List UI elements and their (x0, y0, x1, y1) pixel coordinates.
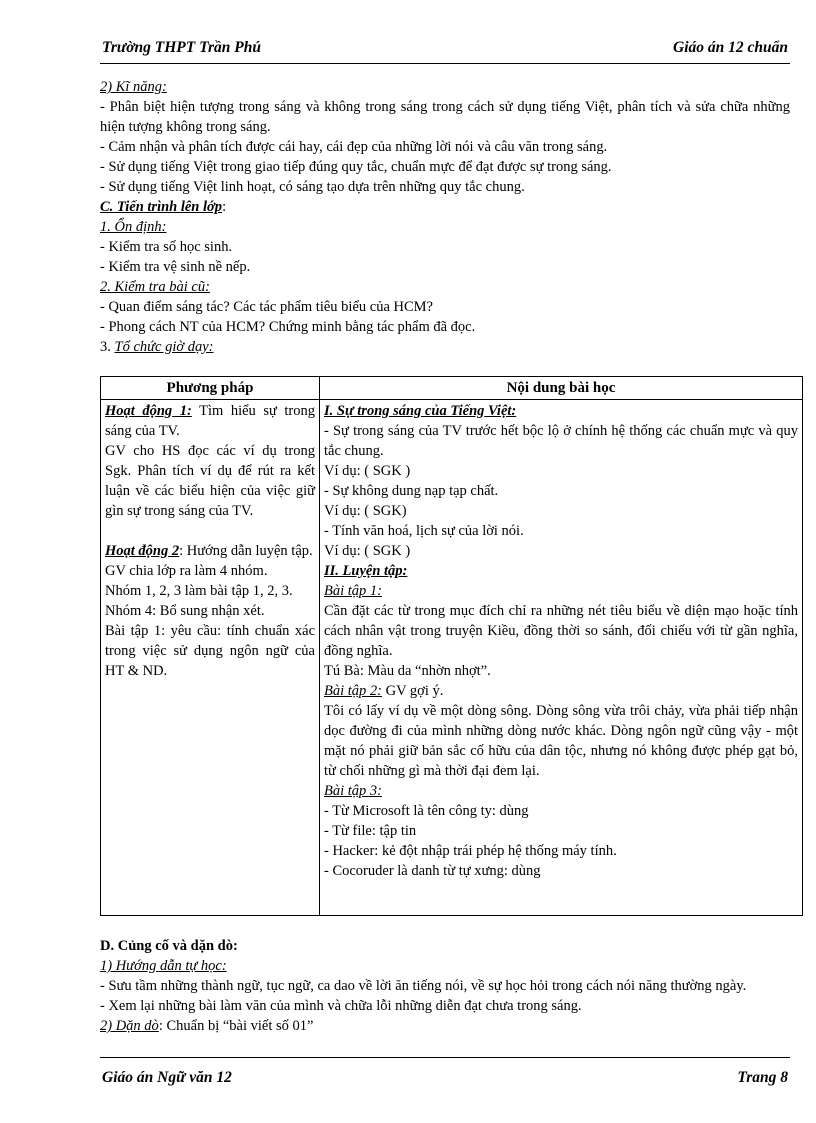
content-line: - Sự trong sáng của TV trước hết bộc lộ ở chính hệ thống các chuẩn mực và quy tắc chung. (324, 423, 798, 459)
lesson-plan-label: Giáo án 12 chuẩn (673, 39, 788, 56)
exercise-3-line: - Hacker: kẻ đột nhập trái phép hệ thống máy tính. (324, 843, 617, 859)
exercise-3-line: - Từ Microsoft là tên công ty: dùng (324, 803, 529, 819)
content-line: Ví dụ: ( SGK ) (324, 463, 411, 479)
page-footer (100, 1057, 790, 1093)
method-cell: Hoạt động 1: Tìm hiểu sự trong sáng của TV. GV cho HS đọc các ví dụ trong Sgk. Phân tích ví dụ để rút ra kết luận về các biểu hiện của việc giữ gìn sự trong sáng của TV. Hoạt động 2: Hướng dẫn luyện tập. GV chia lớp ra làm 4 nhóm. Nhóm 1, 2, 3 làm bài tập 1, 2, 3. Nhóm 4: Bổ sung nhận xét. Bài tập 1: yêu cầu: tính chuẩn xác trong việc sử dụng ngôn ngữ của HT & ND. (101, 400, 320, 916)
exercise-3-label: Bài tập 3: (324, 783, 382, 799)
skills-line: - Phân biệt hiện tượng trong sáng và không trong sáng trong cách sử dụng tiếng Việt, phân tích và sửa chữa những hiện tượng không trong sáng. (100, 99, 790, 135)
page-header (100, 36, 790, 64)
exercise-3-line: - Cocoruder là danh từ tự xưng: dùng (324, 863, 541, 879)
exercise-1-line: Cần đặt các từ trong mục đích chỉ ra những nét tiêu biểu về diện mạo hoặc tính cách nhân vật trong truyện Kiều, đồng thời so sánh, đối chiếu với từ gần nghĩa, đồng nghĩa. (324, 603, 798, 659)
process-heading: C. Tiến trình lên lớp (100, 199, 223, 215)
self-study-heading: 1) Hướng dẫn tự học: (100, 958, 227, 974)
skills-line: - Sử dụng tiếng Việt linh hoạt, có sáng tạo dựa trên những quy tắc chung. (100, 179, 525, 195)
method-line: Nhóm 4: Bổ sung nhận xét. (105, 603, 265, 619)
method-line: Nhóm 1, 2, 3 làm bài tập 1, 2, 3. (105, 583, 293, 599)
section-2-heading: II. Luyện tập: (324, 563, 408, 579)
review-line: - Quan điểm sáng tác? Các tác phẩm tiêu biểu của HCM? (100, 299, 433, 315)
exercise-1-line: Tú Bà: Màu da “nhờn nhợt”. (324, 663, 491, 679)
consolidation-heading: D. Củng cố và dặn dò: (100, 938, 238, 954)
method-line: GV chia lớp ra làm 4 nhóm. (105, 563, 268, 579)
content-column-header: Nội dung bài học (320, 377, 803, 400)
subject-label: Giáo án Ngữ văn 12 (102, 1069, 232, 1086)
activity-1-desc: GV cho HS đọc các ví dụ trong Sgk. Phân tích ví dụ để rút ra kết luận về các biểu hiện của việc giữ gìn sự trong sáng của TV. (105, 443, 315, 519)
review-line: - Phong cách NT của HCM? Chứng minh bằng tác phẩm đã đọc. (100, 319, 476, 335)
consolidation-section: D. Củng cố và dặn dò: 1) Hướng dẫn tự học: - Sưu tầm những thành ngữ, tục ngữ, ca dao về lời ăn tiếng nói, về sự học hỏi trong cách nói năng thường ngày. - Xem lại những bài làm văn của mình và chữa lỗi những diễn đạt chưa trong sáng. 2) Dặn dò: Chuẩn bị “bài viết số 01” (100, 936, 790, 1036)
skills-heading: 2) Kĩ năng: (100, 79, 167, 95)
school-name: Trường THPT Trần Phú (102, 39, 261, 56)
consolidation-line: - Sưu tầm những thành ngữ, tục ngữ, ca dao về lời ăn tiếng nói, về sự học hỏi trong cách nói năng thường ngày. (100, 978, 747, 994)
activity-1-label: Hoạt động 1: (105, 403, 192, 419)
stabilize-heading: 1. Ổn định: (100, 219, 167, 235)
stabilize-line: - Kiểm tra số học sinh. (100, 239, 233, 255)
consolidation-line: - Xem lại những bài làm văn của mình và chữa lỗi những diễn đạt chưa trong sáng. (100, 998, 582, 1014)
organize-heading-line: 3. Tổ chức giờ dạy: (100, 339, 214, 355)
exercise-1-label: Bài tập 1: (324, 583, 382, 599)
activity-2-label: Hoạt động 2 (105, 543, 180, 559)
skills-line: - Cảm nhận và phân tích được cái hay, cái đẹp của những lời nói và câu văn trong sáng. (100, 139, 608, 155)
lesson-table (100, 376, 803, 916)
content-line: - Sự không dung nạp tạp chất. (324, 483, 499, 499)
content-line: Ví dụ: ( SGK ) (324, 543, 411, 559)
review-heading: 2. Kiểm tra bài cũ: (100, 279, 210, 295)
content-line: Ví dụ: ( SGK) (324, 503, 407, 519)
content-line: - Tính văn hoá, lịch sự của lời nói. (324, 523, 524, 539)
exercise-2-text: Tôi có lấy ví dụ về một dòng sông. Dòng sông vừa trôi chảy, vừa phải tiếp nhận dọc đường đi của mình những dòng nước khác. Dòng ngôn ngữ cũng vậy - một mặt nó phải giữ bản sắc cố hữu của dân tộc, nhưng nó không được phép gạt bỏ, từ chối những gì mà thời đại đem lại. (324, 703, 798, 779)
skills-line: - Sử dụng tiếng Việt trong giao tiếp đúng quy tắc, chuẩn mực để đạt được sự trong sáng. (100, 159, 612, 175)
organize-heading: Tổ chức giờ dạy: (114, 339, 214, 355)
method-column-header: Phương pháp (101, 377, 320, 400)
page-number: Trang 8 (737, 1069, 788, 1086)
section-1-heading: I. Sự trong sáng của Tiếng Việt: (324, 403, 517, 419)
content-cell: I. Sự trong sáng của Tiếng Việt: - Sự trong sáng của TV trước hết bộc lộ ở chính hệ thống các chuẩn mực và quy tắc chung. Ví dụ: ( SGK ) - Sự không dung nạp tạp chất. Ví dụ: ( SGK) - Tính văn hoá, lịch sự của lời nói. Ví dụ: ( SGK ) II. Luyện tập: Bài tập 1: Cần đặt các từ trong mục đích chỉ ra những nét tiêu biểu về diện mạo hoặc tính cách nhân vật trong truyện Kiều, đồng thời so sánh, đối chiếu với từ gần nghĩa, đồng nghĩa. Tú Bà: Màu da “nhờn nhợt”. Bài tập 2: GV gợi ý. Tôi có lấy ví dụ về một dòng sông. Dòng sông vừa trôi chảy, vừa phải tiếp nhận dọc đường đi của mình những dòng nước khác. Dòng ngôn ngữ cũng vậy - một mặt nó phải giữ bản sắc cố hữu của dân tộc, nhưng nó không được phép gạt bỏ, từ chối những gì mà thời đại đem lại. Bài tập 3: - Từ Microsoft là tên công ty: dùng - Từ file: tập tin - Hacker: kẻ đột nhập trái phép hệ thống máy tính. - Cocoruder là danh từ tự xưng: dùng (320, 400, 803, 916)
exercise-2-label: Bài tập 2: (324, 683, 382, 699)
exercise-3-line: - Từ file: tập tin (324, 823, 417, 839)
skills-section (100, 77, 790, 357)
instruction-label: 2) Dặn dò (100, 1018, 159, 1034)
method-line: Bài tập 1: yêu cầu: tính chuẩn xác trong việc sử dụng ngôn ngữ của HT & ND. (105, 623, 315, 679)
stabilize-line: - Kiểm tra vệ sinh nề nếp. (100, 259, 251, 275)
process-heading-line: C. Tiến trình lên lớp: (100, 199, 227, 215)
